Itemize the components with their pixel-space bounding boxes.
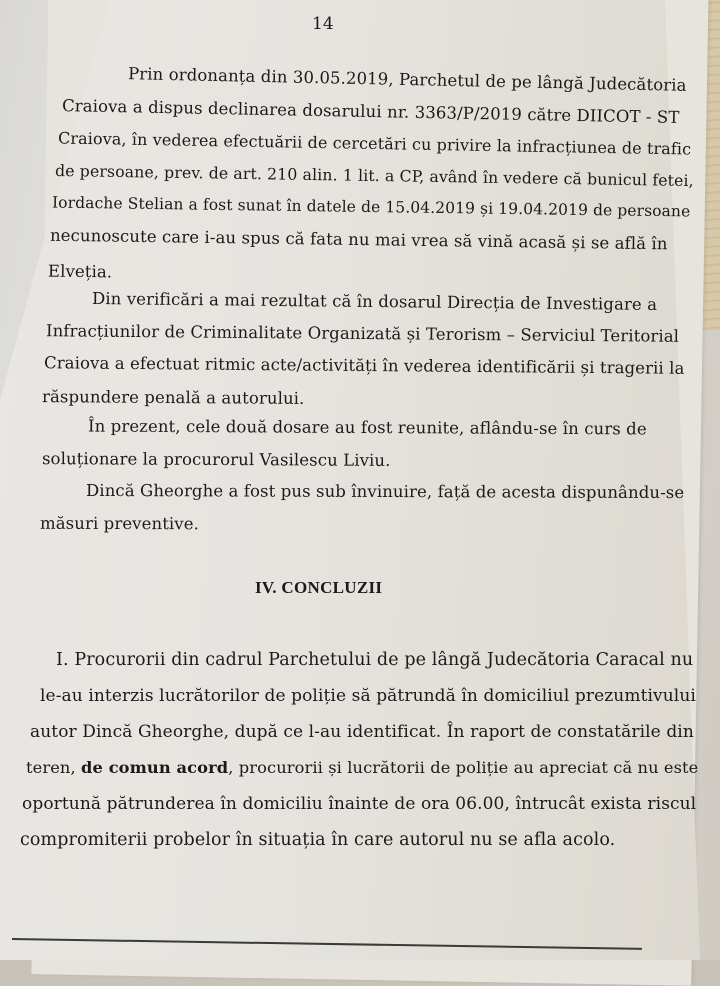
- emphasis-de-comun-acord: de comun acord: [81, 758, 229, 777]
- paragraph-2-line-1: Din verificări a mai rezultat că în dosarul Direcția de Investigare a: [91, 289, 658, 314]
- paragraph-1-line-7: Elveția.: [47, 261, 113, 282]
- footer-rule: [12, 938, 642, 950]
- conclusion-line-5: oportună pătrunderea în domiciliu înainte de ora 06.00, întrucât exista riscul: [22, 794, 697, 814]
- conclusion-line-4-start: teren,: [26, 758, 82, 777]
- conclusion-line-1: I. Procurorii din cadrul Parchetului de pe lângă Judecătoria Caracal nu: [56, 650, 694, 670]
- paragraph-4-line-1: Dincă Gheorghe a fost pus sub învinuire, față de acesta dispunându-se: [85, 480, 685, 503]
- paragraph-4-line-2: măsuri preventive.: [39, 513, 199, 534]
- paragraph-2-line-2: Infracțiunilor de Criminalitate Organizată și Terorism – Serviciul Teritorial: [45, 321, 680, 346]
- paragraph-1-line-2: Craiova a dispus declinarea dosarului nr. 3363/P/2019 către DIICOT - ST: [61, 96, 680, 127]
- paragraph-1-line-4: de persoane, prev. de art. 210 alin. 1 lit. a CP, având în vedere că bunicul fetei,: [54, 160, 694, 191]
- paragraph-1-line-5: Iordache Stelian a fost sunat în datele de 15.04.2019 și 19.04.2019 de persoane: [51, 193, 691, 221]
- page-number: 14: [312, 14, 334, 34]
- conclusion-line-4: [26, 758, 698, 777]
- paragraph-1-line-6: necunoscute care i-au spus că fata nu mai vrea să vină acasă și se află în: [49, 225, 668, 254]
- paragraph-1-line-1: Prin ordonanța din 30.05.2019, Parchetul de pe lângă Judecătoria: [127, 64, 687, 95]
- conclusion-line-6: compromiterii probelor în situația în care autorul nu se afla acolo.: [20, 830, 616, 850]
- paragraph-2-line-3: Craiova a efectuat ritmic acte/activități în vederea identificării și tragerii la: [43, 353, 685, 378]
- conclusion-line-4-end: , procurorii și lucrătorii de poliție au apreciat că nu este: [228, 758, 699, 777]
- paragraph-2-line-4: răspundere penală a autorului.: [41, 387, 305, 408]
- section-heading: IV. CONCLUZII: [255, 578, 383, 597]
- conclusion-line-2: le-au interzis lucrătorilor de poliție să pătrundă în domiciliul prezumtivului: [40, 686, 696, 706]
- paragraph-3-line-1: În prezent, cele două dosare au fost reunite, aflându-se în curs de: [87, 416, 647, 439]
- paragraph-3-line-2: soluționare la procurorul Vasilescu Liviu.: [41, 449, 391, 470]
- paragraph-1-line-3: Craiova, în vederea efectuării de cercetări cu privire la infracțiunea de trafic: [57, 128, 692, 159]
- conclusion-line-3: autor Dincă Gheorghe, după ce l-au identificat. În raport de constatările din: [30, 722, 694, 742]
